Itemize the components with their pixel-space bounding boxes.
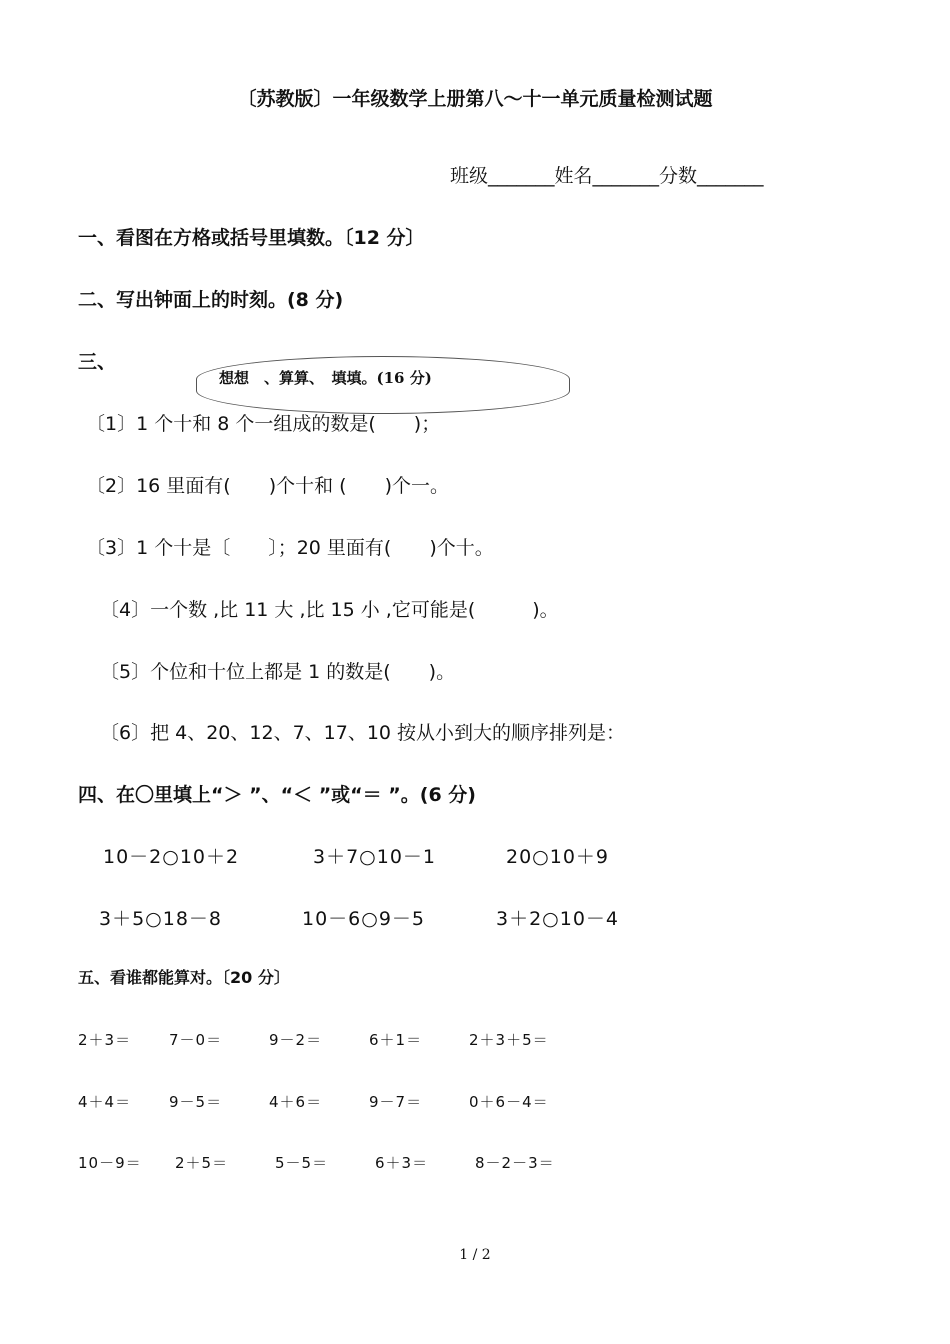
compare-item: 20○10＋9 — [506, 846, 610, 868]
calc-item: 2＋5＝ — [175, 1154, 229, 1172]
compare-item: 3＋5○18－8 — [99, 908, 223, 930]
calc-item: 4＋4＝ — [78, 1093, 132, 1111]
calc-item: 7－0＝ — [169, 1031, 223, 1049]
calc-item: 2＋3＝ — [78, 1031, 132, 1049]
question-3-5: 〔5〕个位和十位上都是 1 的数是( )。 — [100, 661, 456, 683]
compare-item: 10－2○10＋2 — [103, 846, 240, 868]
compare-item: 10－6○9－5 — [302, 908, 426, 930]
section-3-heading: 三、 — [78, 351, 117, 373]
question-3-6: 〔6〕把 4、20、12、7、17、10 按从小到大的顺序排列是： — [100, 722, 626, 744]
calc-item: 8－2－3＝ — [475, 1154, 555, 1172]
calc-item: 0＋6－4＝ — [469, 1093, 549, 1111]
calc-item: 4＋6＝ — [269, 1093, 323, 1111]
calc-item: 10－9＝ — [78, 1154, 142, 1172]
calc-item: 6＋1＝ — [369, 1031, 423, 1049]
calc-item: 9－2＝ — [269, 1031, 323, 1049]
student-info-line: 班级_______姓名_______分数_______ — [450, 165, 764, 187]
section-2-heading: 二、写出钟面上的时刻。(8 分) — [78, 289, 344, 311]
compare-item: 3＋2○10－4 — [496, 908, 620, 930]
calc-item: 9－5＝ — [169, 1093, 223, 1111]
question-3-1: 〔1〕1 个十和 8 个一组成的数是( )； — [86, 413, 441, 435]
calc-item: 2＋3＋5＝ — [469, 1031, 549, 1049]
question-3-3: 〔3〕1 个十是〔 〕；20 里面有( )个十。 — [86, 537, 494, 559]
page-number: 1 / 2 — [459, 1247, 491, 1263]
calc-item: 6＋3＝ — [375, 1154, 429, 1172]
calc-item: 9－7＝ — [369, 1093, 423, 1111]
question-3-4: 〔4〕一个数 ,比 11 大 ,比 15 小 ,它可能是( )。 — [100, 599, 559, 621]
section-5-heading: 五、看谁都能算对。〔20 分〕 — [78, 968, 290, 987]
section-4-heading: 四、在〇里填上“＞ ”、“＜ ”或“＝ ”。(6 分) — [78, 784, 476, 806]
calc-item: 5－5＝ — [275, 1154, 329, 1172]
section-1-heading: 一、看图在方格或括号里填数。〔12 分〕 — [78, 227, 425, 249]
question-3-2: 〔2〕16 里面有( )个十和 ( )个一。 — [86, 475, 449, 497]
compare-item: 3＋7○10－1 — [313, 846, 437, 868]
page-title: 〔苏教版〕一年级数学上册第八～十一单元质量检测试题 — [237, 88, 713, 110]
section-3-callout-text: 想想 、算算、 填填。(16 分) — [219, 369, 432, 387]
